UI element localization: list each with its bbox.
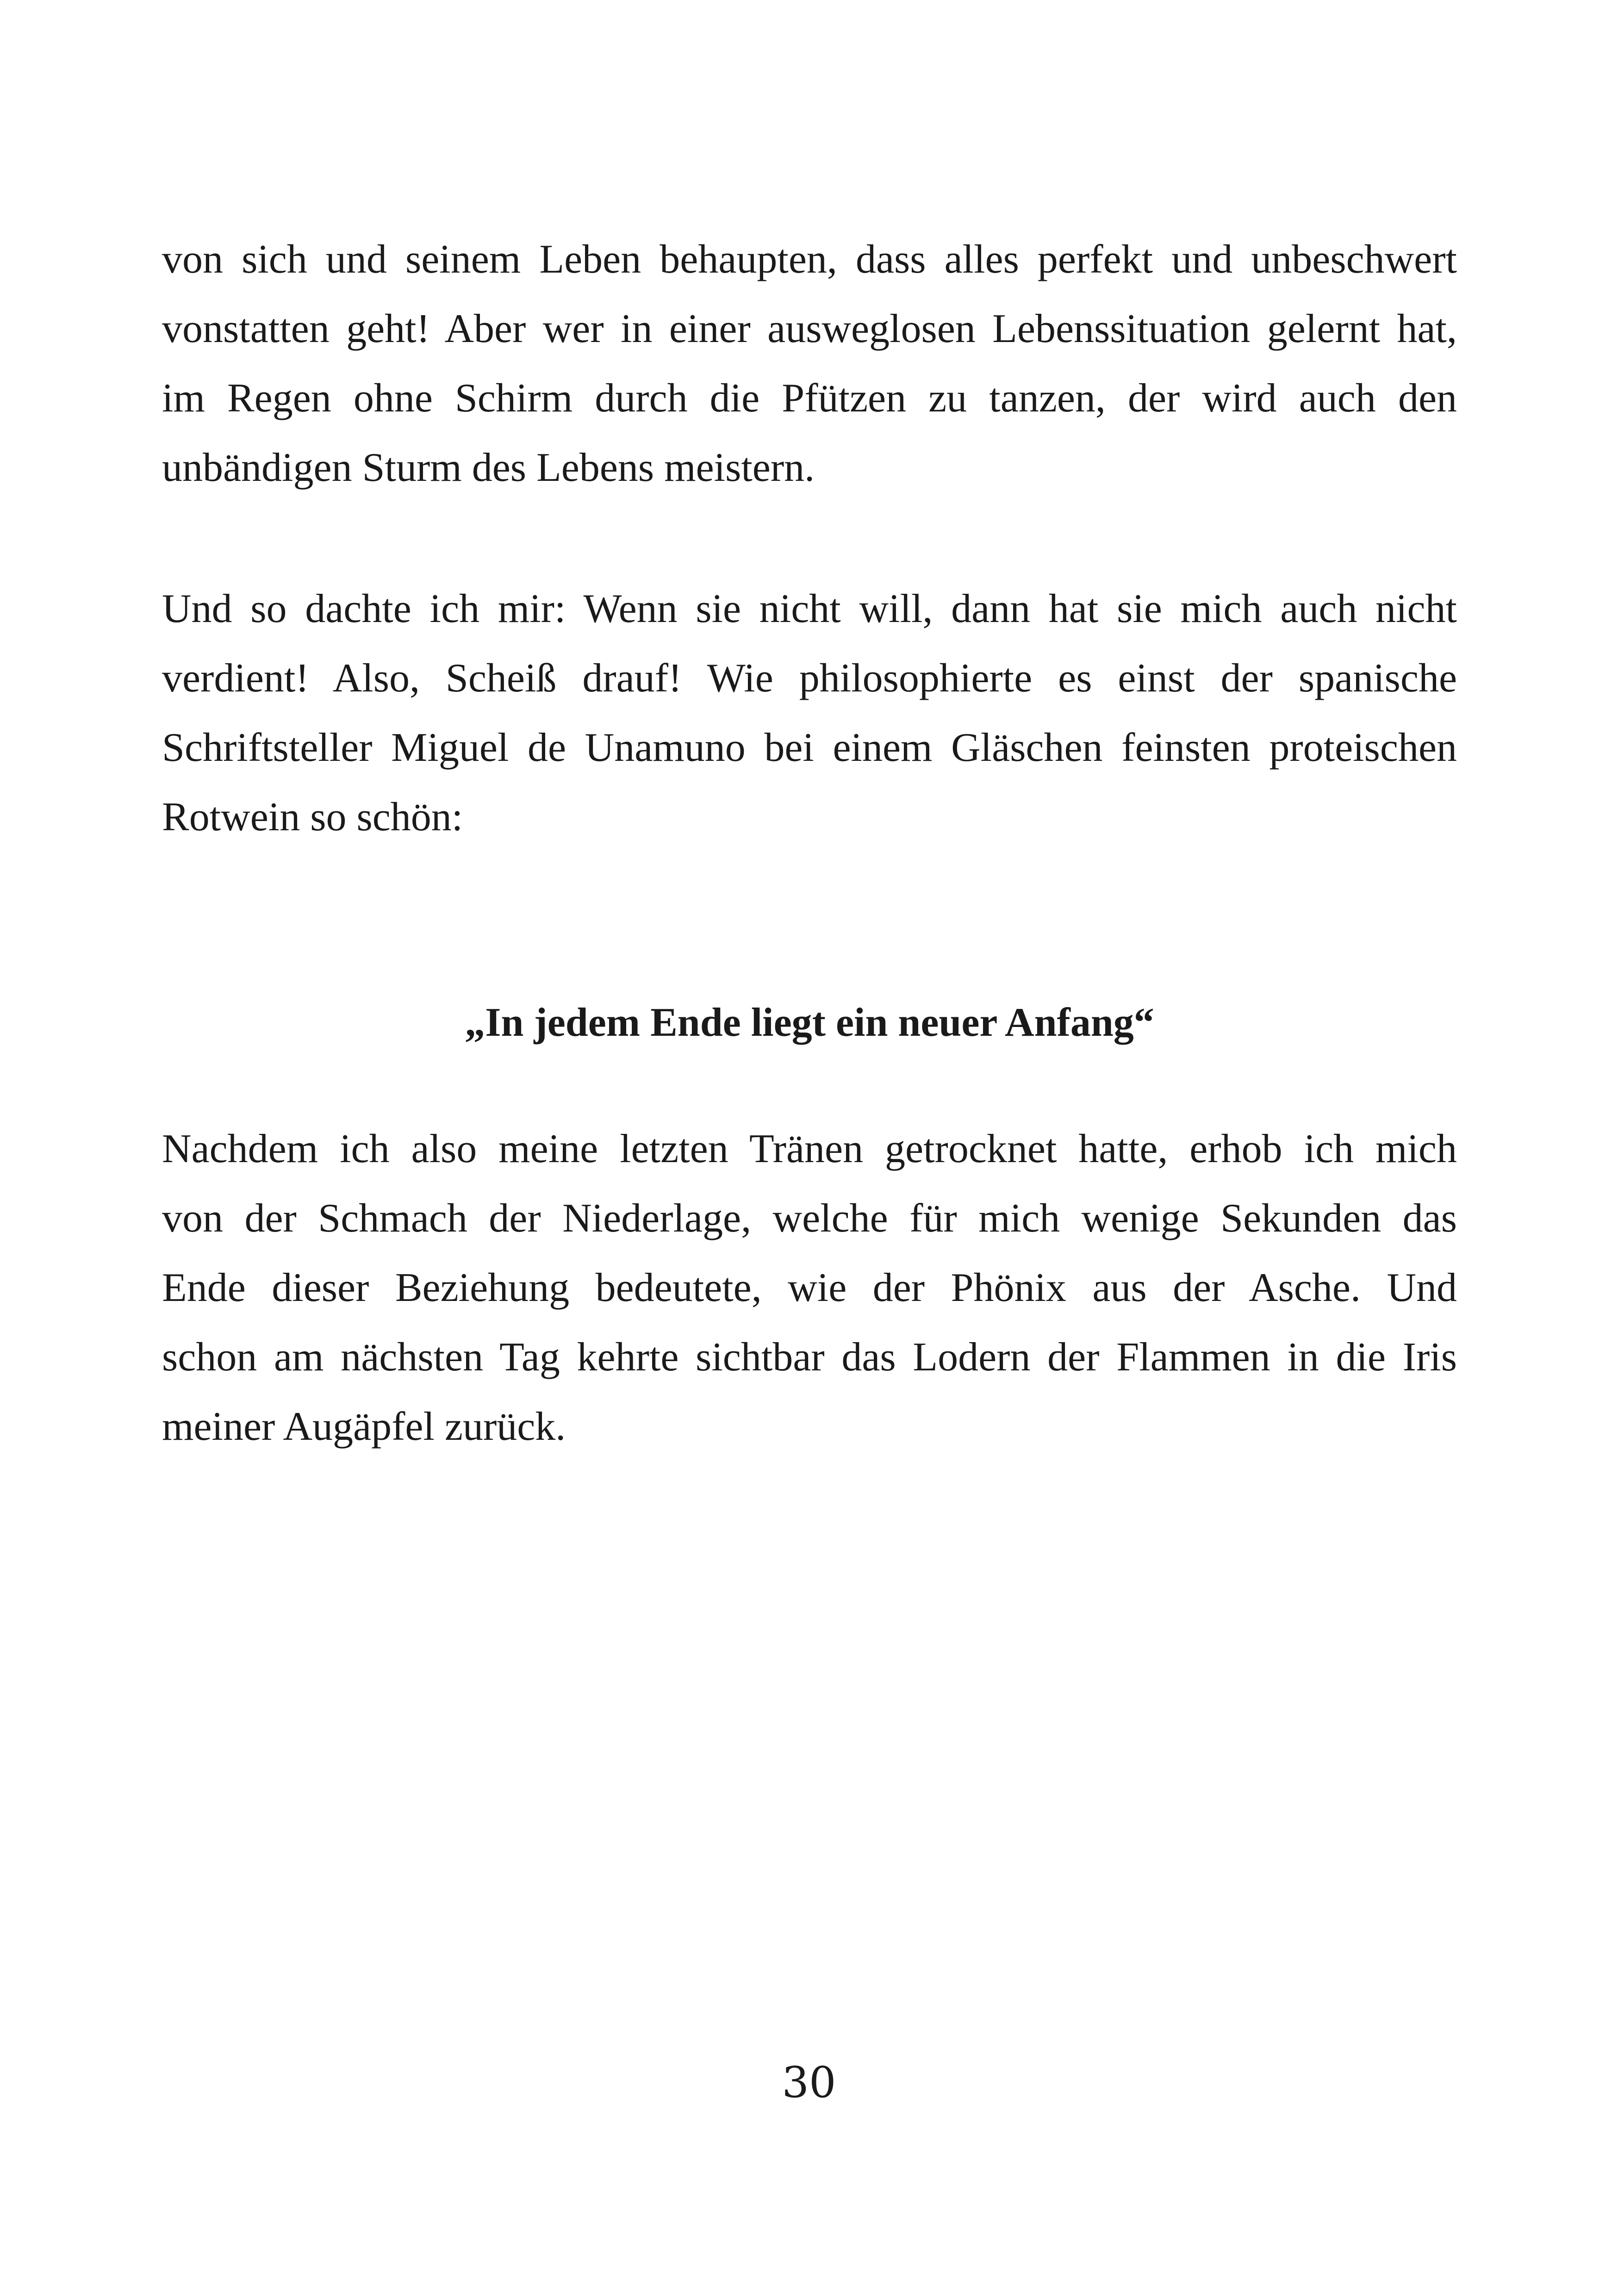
page-number: 30 [782,2058,836,2107]
paragraph-line: unbändigen Sturm des Lebens meistern. [162,445,815,490]
paragraph-line: Schriftsteller Miguel de Unamuno bei einem Gläschen feinsten proteischen [162,725,1457,770]
paragraph-line: von der Schmach der Niederlage, welche für mich wenige Sekunden das [162,1196,1457,1241]
paragraph-line: Und so dachte ich mir: Wenn sie nicht will, dann hat sie mich auch nicht [162,586,1457,631]
paragraph-line: im Regen ohne Schirm durch die Pfützen zu tanzen, der wird auch den [162,376,1457,421]
paragraph-line: vonstatten geht! Aber wer in einer ausweglosen Lebenssituation gelernt hat, [162,306,1457,351]
paragraph-line: meiner Augäpfel zurück. [162,1404,566,1449]
quote-heading: „In jedem Ende liegt ein neuer Anfang“ [465,1000,1154,1045]
paragraph-3 [162,1114,1457,1462]
paragraph-2 [162,574,1457,852]
paragraph-line: schon am nächsten Tag kehrte sichtbar das Lodern der Flammen in die Iris [162,1335,1457,1380]
paragraph-line: Ende dieser Beziehung bedeutete, wie der Phönix aus der Asche. Und [162,1265,1457,1310]
paragraph-line: Rotwein so schön: [162,795,463,840]
paragraph-1 [162,225,1457,503]
paragraph-line: verdient! Also, Scheiß drauf! Wie philosophierte es einst der spanische [162,656,1457,701]
paragraph-line: von sich und seinem Leben behaupten, dass alles perfekt und unbeschwert [162,237,1457,282]
paragraph-line: Nachdem ich also meine letzten Tränen getrocknet hatte, erhob ich mich [162,1126,1457,1171]
